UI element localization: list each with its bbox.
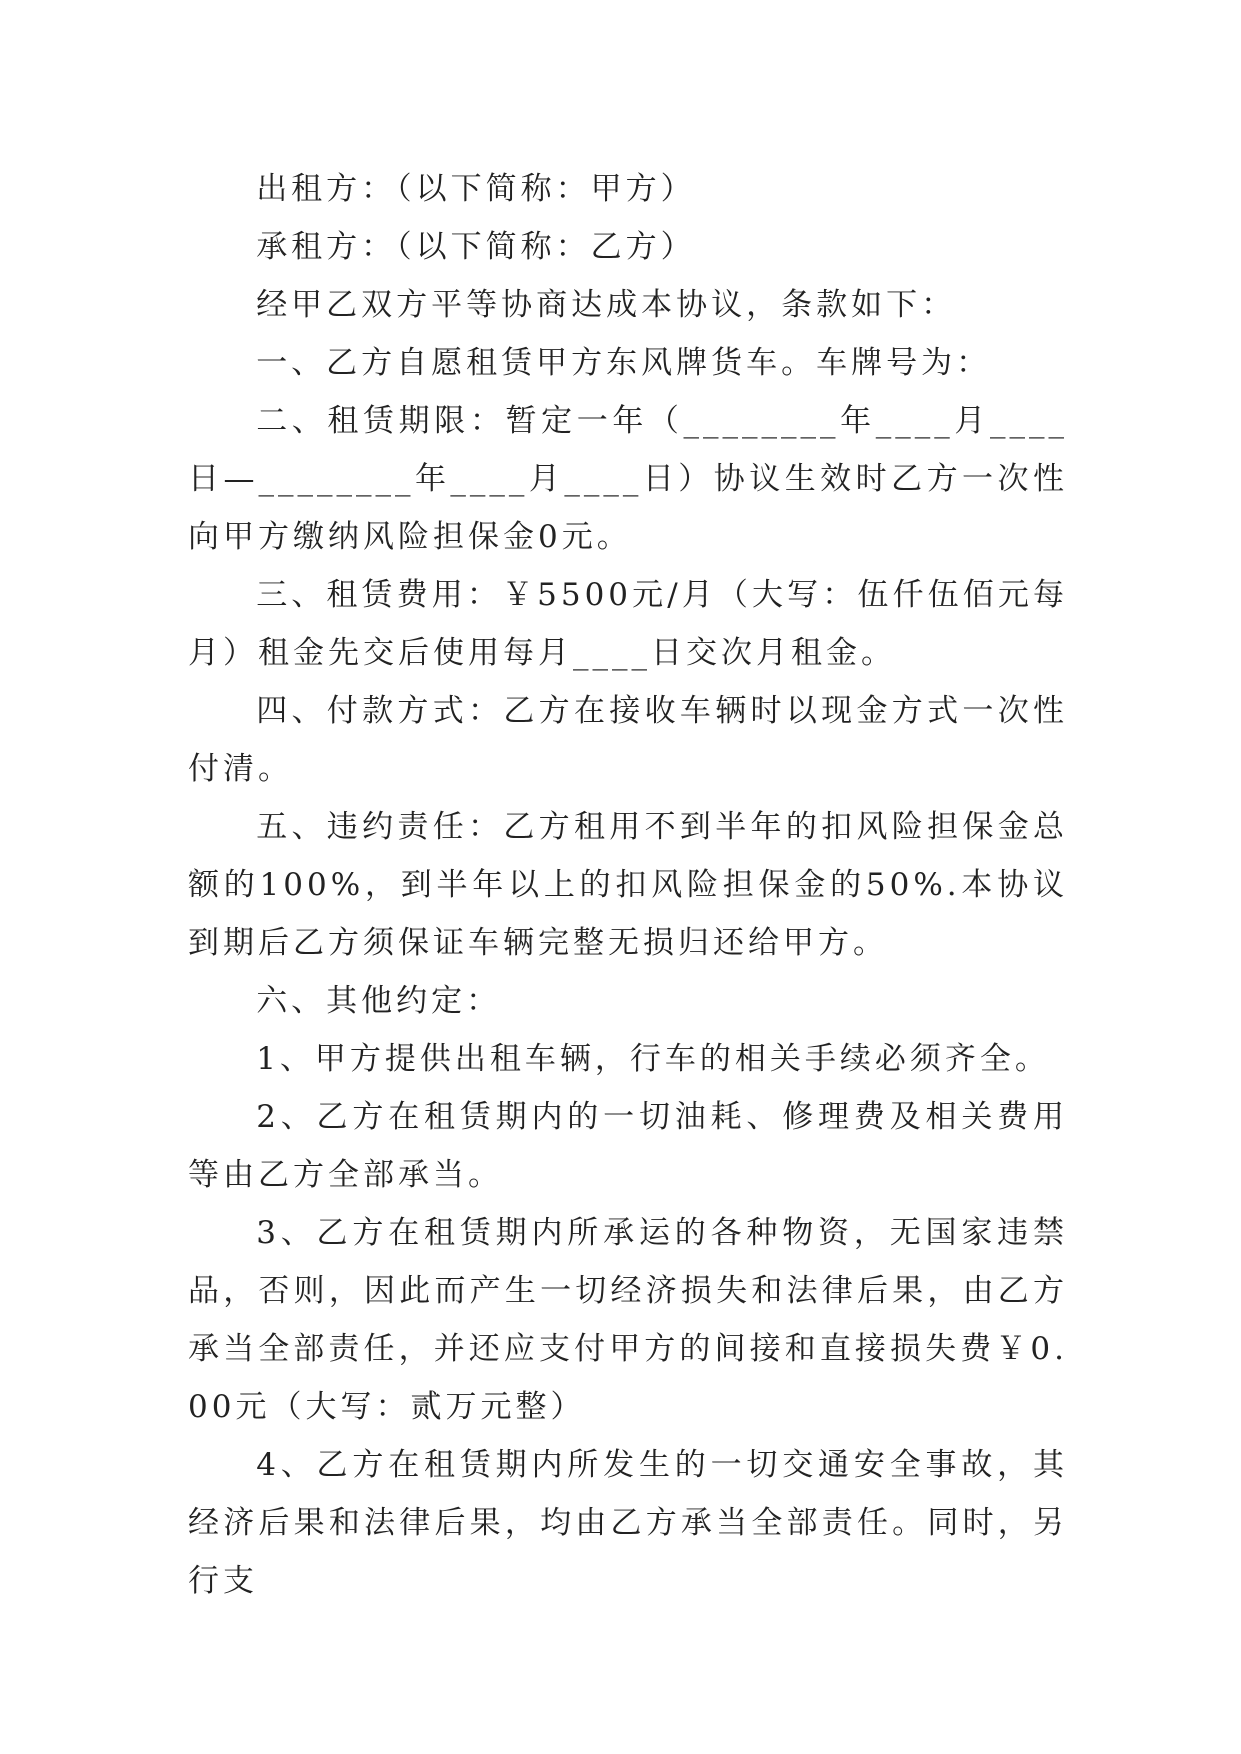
paragraph-item-1: 1、甲方提供出租车辆，行车的相关手续必须齐全。 — [256, 1041, 1050, 1077]
paragraph-intro: 经甲乙双方平等协商达成本协议，条款如下： — [256, 287, 957, 323]
paragraph-lessee: 承租方：（以下简称：乙方） — [256, 229, 696, 265]
paragraph-clause-5: 五、违约责任：乙方租用不到半年的扣风险担保金总额的100%，到半年以上的扣风险担保金的50%.本协议到期后乙方须保证车辆完整无损归还给甲方。 — [188, 809, 1068, 961]
paragraph-item-2: 2、乙方在租赁期内的一切油耗、修理费及相关费用等由乙方全部承当。 — [188, 1099, 1068, 1193]
paragraph-item-3: 3、乙方在租赁期内所承运的各种物资，无国家违禁品，否则，因此而产生一切经济损失和法律后果，由乙方承当全部责任，并还应支付甲方的间接和直接损失费￥0.00元（大写：贰万元整） — [188, 1215, 1068, 1425]
paragraph-clause-3: 三、租赁费用：￥5500元/月（大写：伍仟伍佰元每月）租金先交后使用每月____日交次月租金。 — [188, 577, 1068, 671]
paragraph-item-4: 4、乙方在租赁期内所发生的一切交通安全事故，其经济后果和法律后果，均由乙方承当全部责任。同时，另行支 — [188, 1447, 1068, 1599]
paragraph-lessor: 出租方：（以下简称：甲方） — [256, 171, 696, 207]
paragraph-clause-6: 六、其他约定： — [256, 983, 502, 1019]
paragraph-clause-2: 二、租赁期限：暂定一年（________年____月____日—________年____月____日）协议生效时乙方一次性向甲方缴纳风险担保金0元。 — [188, 403, 1068, 555]
paragraph-clause-4: 四、付款方式：乙方在接收车辆时以现金方式一次性付清。 — [188, 693, 1068, 787]
document-body — [188, 160, 1068, 1610]
paragraph-clause-1: 一、乙方自愿租赁甲方东风牌货车。车牌号为： — [256, 345, 992, 381]
